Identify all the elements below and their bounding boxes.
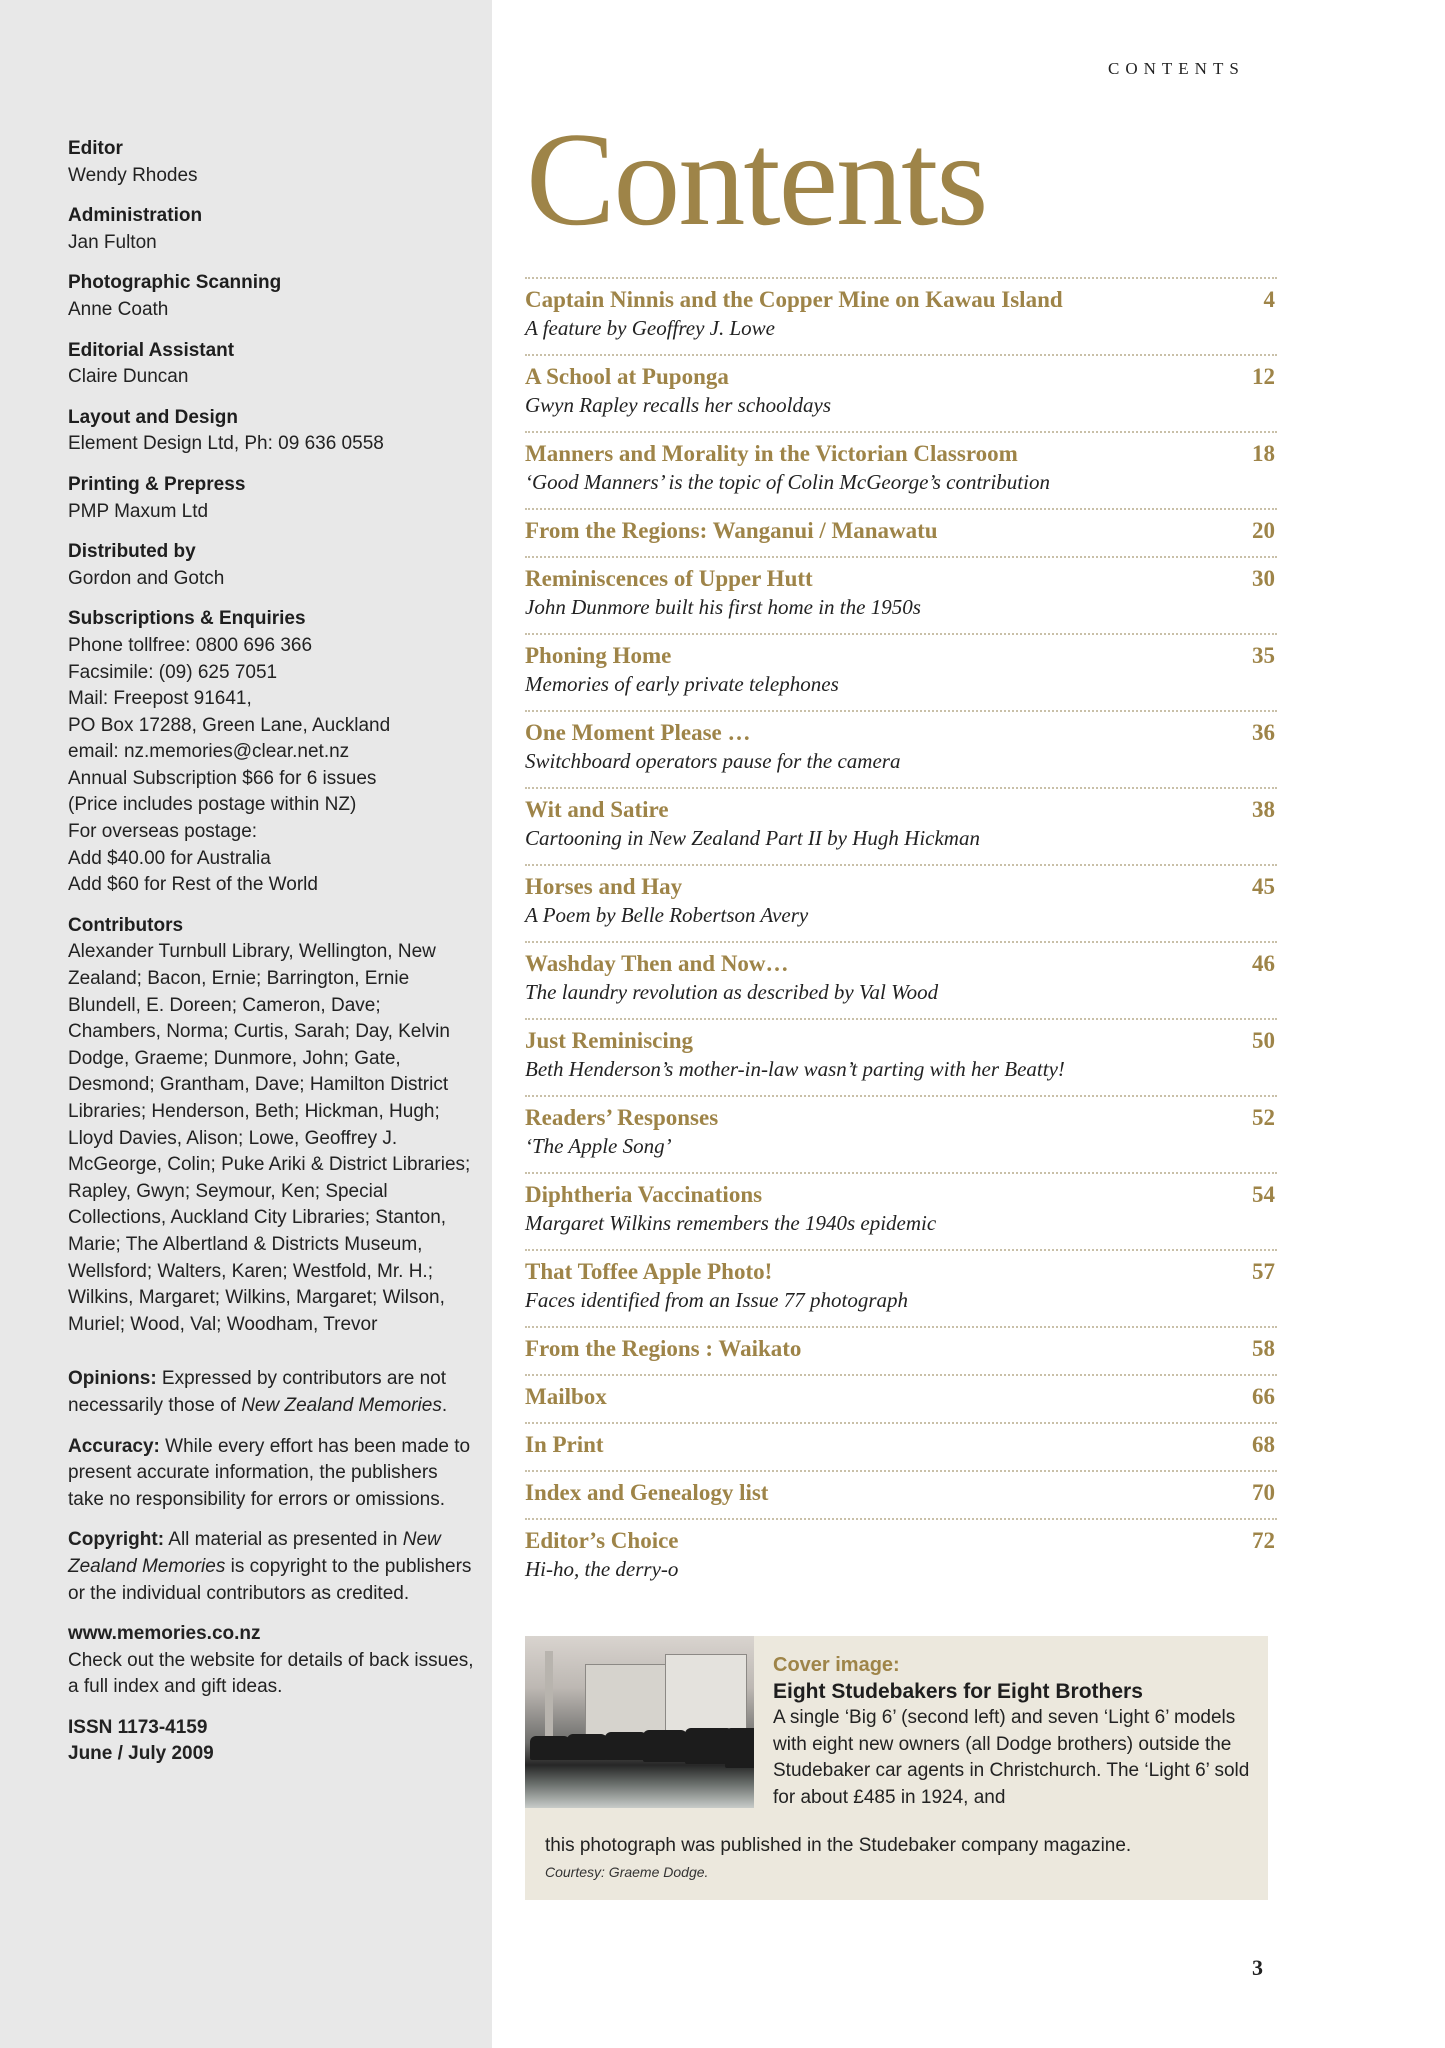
credit-heading: Printing & Prepress — [68, 473, 246, 495]
photo-building — [585, 1664, 667, 1736]
toc-entry-subtitle: ‘The Apple Song’ — [525, 1134, 672, 1158]
toc-entry-title: Reminiscences of Upper Hutt — [525, 566, 813, 591]
toc-entry-subtitle: Faces identified from an Issue 77 photograph — [525, 1288, 909, 1312]
credit-block — [68, 405, 478, 458]
toc-entry[interactable] — [525, 1470, 1277, 1518]
photo-car — [567, 1734, 607, 1760]
toc-entry-title: From the Regions: Wanganui / Manawatu — [525, 518, 938, 543]
issn: ISSN 1173-4159 — [68, 1716, 208, 1738]
toc-entry[interactable] — [525, 1249, 1277, 1326]
spacer — [68, 1352, 478, 1366]
toc-entry-title: One Moment Please … — [525, 720, 751, 745]
toc-entry-subtitle: Memories of early private telephones — [525, 672, 839, 696]
toc-entry-title: Readers’ Responses — [525, 1105, 719, 1130]
toc-entry[interactable] — [525, 1172, 1277, 1249]
toc-entry[interactable] — [525, 1422, 1277, 1470]
toc-entry-page: 36 — [1252, 720, 1275, 745]
credit-text: Alexander Turnbull Library, Wellington, New Zealand; Bacon, Ernie; Barrington, Ernie Blundell, E. Doreen; Cameron, Dave; Chambers, Norma; Curtis, Sarah; Day, Kelvin Dodge, Graeme; Dunmore, John; Gate, Desmond; Grantham, Dave; Hamilton District Libraries; Henderson, Beth; Hickman, Hugh; Lloyd Davies, Alison; Lowe, Geoffrey J. McGeorge, Colin; Puke Ariki & District Libraries; Rapley, Gwyn; Seymour, Ken; Special Collections, Auckland City Libraries; Stanton, Marie; The Albertland & Districts Museum, Wellsford; Walters, Karen; Westfold, Mr. H.; Wilkins, Margaret; Wilkins, Margaret; Wilson, Muriel; Wood, Val; Woodham, Trevor — [68, 941, 471, 1335]
opinions-text: Expressed by contributors are not necessarily those of — [68, 1368, 447, 1416]
toc-entry-page: 58 — [1252, 1336, 1275, 1361]
toc-entry[interactable] — [525, 710, 1277, 787]
credit-block — [68, 136, 478, 189]
credits-list — [68, 136, 478, 1338]
credit-text: Phone tollfree: 0800 696 366 Facsimile: (09) 625 7051 Mail: Freepost 91641, PO Box 17288, Green Lane, Auckland email: nz.memories@clear.net.nz Annual Subscription $66 for 6 issues (Price includes postage within NZ) For overseas postage: Add $40.00 for Australia Add $60 for Rest of the World — [68, 634, 391, 896]
toc-entry-subtitle: Switchboard operators pause for the camera — [525, 749, 901, 773]
toc-entry[interactable] — [525, 1374, 1277, 1422]
website-text: Check out the website for details of back issues, a full index and gift ideas. — [68, 1649, 474, 1698]
toc-entry-title: Editor’s Choice — [525, 1528, 679, 1553]
toc-entry-page: 54 — [1252, 1182, 1275, 1207]
toc-entry[interactable] — [525, 556, 1277, 633]
credit-block — [68, 338, 478, 391]
credit-heading: Layout and Design — [68, 406, 238, 428]
cover-photo — [525, 1636, 754, 1808]
cover-heading: Eight Studebakers for Eight Brothers — [773, 1679, 1143, 1703]
toc-entry[interactable] — [525, 1095, 1277, 1172]
toc-entry-title: Horses and Hay — [525, 874, 683, 899]
toc-entry-title: Washday Then and Now… — [525, 951, 789, 976]
credit-text: Wendy Rhodes — [68, 164, 198, 186]
toc-entry-page: 45 — [1252, 874, 1275, 899]
copyright-label: Copyright: — [68, 1529, 165, 1551]
toc-entry-page: 66 — [1252, 1384, 1275, 1409]
toc-entry-subtitle: ‘Good Manners’ is the topic of Colin McGeorge’s contribution — [525, 470, 1050, 494]
toc-entry-title: Captain Ninnis and the Copper Mine on Kawau Island — [525, 287, 1063, 312]
credit-block — [68, 539, 478, 592]
website-link[interactable]: www.memories.co.nz — [68, 1623, 261, 1645]
credit-heading: Subscriptions & Enquiries — [68, 608, 306, 630]
credit-block — [68, 270, 478, 323]
toc-entry[interactable] — [525, 508, 1277, 556]
credit-text: Anne Coath — [68, 298, 169, 320]
cover-caption-text: A single ‘Big 6’ (second left) and seven ‘Light 6’ models with eight new owners (all Dodge brothers) outside the Studebaker car agents in Christchurch. The ‘Light 6’ sold for about £485 in 1924, and — [773, 1707, 1250, 1808]
accuracy-text: While every effort has been made to present accurate information, the publishers take no responsibility for errors or omissions. — [68, 1435, 471, 1510]
copyright-text-end: is copyright to the publishers or the individual contributors as credited. — [68, 1555, 472, 1604]
credit-heading: Contributors — [68, 914, 184, 936]
credit-text: Jan Fulton — [68, 231, 157, 253]
toc-entry-page: 4 — [1263, 287, 1275, 312]
toc-entry[interactable] — [525, 1018, 1277, 1095]
toc-entry-title: Mailbox — [525, 1384, 607, 1409]
toc-entry[interactable] — [525, 864, 1277, 941]
accuracy-label: Accuracy: — [68, 1435, 160, 1457]
toc-entry-title: From the Regions : Waikato — [525, 1336, 802, 1361]
toc-entry-title: That Toffee Apple Photo! — [525, 1259, 773, 1284]
photo-car — [605, 1732, 647, 1760]
publication-name: New Zealand Memories — [68, 1529, 441, 1577]
photo-tower — [545, 1651, 553, 1741]
toc-entry-subtitle: Hi-ho, the derry-o — [525, 1557, 679, 1581]
website-block — [68, 1621, 478, 1701]
cover-label: Cover image: — [773, 1654, 900, 1676]
credit-heading: Distributed by — [68, 541, 196, 563]
opinions-label: Opinions: — [68, 1368, 157, 1390]
credit-block — [68, 203, 478, 256]
toc-entry-title: Phoning Home — [525, 643, 672, 668]
credit-text: Gordon and Gotch — [68, 567, 225, 589]
photo-car — [643, 1730, 687, 1762]
credit-text: Element Design Ltd, Ph: 09 636 0558 — [68, 433, 384, 455]
photo-car — [530, 1736, 570, 1760]
toc-entry-subtitle: John Dunmore built his first home in the 1950s — [525, 595, 921, 619]
toc-entry-title: In Print — [525, 1432, 604, 1457]
credit-text: Claire Duncan — [68, 366, 189, 388]
toc-entry-page: 68 — [1252, 1432, 1275, 1457]
accuracy-notice — [68, 1434, 478, 1514]
masthead-content — [68, 136, 478, 1782]
photo-building — [665, 1654, 747, 1736]
cover-caption — [773, 1652, 1263, 1811]
toc-entry-page: 46 — [1252, 951, 1275, 976]
toc-entry[interactable] — [525, 1326, 1277, 1374]
credit-heading: Editorial Assistant — [68, 339, 235, 361]
toc-entry[interactable] — [525, 941, 1277, 1018]
credit-block — [68, 472, 478, 525]
toc-entry-subtitle: A Poem by Belle Robertson Avery — [525, 903, 809, 927]
copyright-notice — [68, 1527, 478, 1607]
toc-entry-page: 50 — [1252, 1028, 1275, 1053]
opinions-notice — [68, 1366, 478, 1419]
cover-image-box — [525, 1636, 1268, 1900]
photo-car — [725, 1728, 754, 1768]
toc-entry-page: 52 — [1252, 1105, 1275, 1130]
toc-entry[interactable] — [525, 1518, 1277, 1595]
toc-entry-page: 38 — [1252, 797, 1275, 822]
page-title: Contents — [526, 105, 987, 253]
table-of-contents — [525, 277, 1277, 1595]
toc-entry-page: 20 — [1252, 518, 1275, 543]
toc-entry-subtitle: Margaret Wilkins remembers the 1940s epidemic — [525, 1211, 937, 1235]
toc-entry-page: 72 — [1252, 1528, 1275, 1553]
toc-entry-title: Diphtheria Vaccinations — [525, 1182, 763, 1207]
cover-caption-continued: this photograph was published in the Studebaker company magazine. — [545, 1835, 1132, 1856]
toc-entry-subtitle: Beth Henderson’s mother-in-law wasn’t parting with her Beatty! — [525, 1057, 1065, 1081]
toc-entry-title: Manners and Morality in the Victorian Classroom — [525, 441, 1018, 466]
toc-entry-title: Just Reminiscing — [525, 1028, 694, 1053]
page-number: 3 — [1252, 1955, 1263, 1980]
credit-heading: Editor — [68, 138, 123, 159]
toc-entry-title: Wit and Satire — [525, 797, 669, 822]
issue-info — [68, 1715, 478, 1768]
masthead-sidebar — [0, 0, 492, 2048]
toc-entry[interactable] — [525, 354, 1277, 431]
opinions-text-end: . — [441, 1394, 448, 1416]
toc-entry-title: Index and Genealogy list — [525, 1480, 769, 1505]
toc-entry-page: 57 — [1252, 1259, 1275, 1284]
publication-name: New Zealand Memories — [241, 1394, 442, 1416]
toc-entry-title: A School at Puponga — [525, 364, 729, 389]
toc-entry-subtitle: A feature by Geoffrey J. Lowe — [525, 316, 775, 340]
toc-entry-page: 18 — [1252, 441, 1275, 466]
toc-entry-page: 35 — [1252, 643, 1275, 668]
credit-block — [68, 606, 478, 899]
cover-credit: Courtesy: Graeme Dodge. — [545, 1864, 709, 1880]
toc-entry-page: 12 — [1252, 364, 1275, 389]
issue-date: June / July 2009 — [68, 1743, 214, 1765]
toc-entry[interactable] — [525, 277, 1277, 354]
running-header: CONTENTS — [1108, 59, 1245, 78]
credit-heading: Administration — [68, 205, 203, 227]
toc-entry[interactable] — [525, 787, 1277, 864]
toc-entry-subtitle: Gwyn Rapley recalls her schooldays — [525, 393, 831, 417]
copyright-text: All material as presented in — [164, 1529, 403, 1551]
toc-entry-page: 30 — [1252, 566, 1275, 591]
credit-block — [68, 913, 478, 1339]
toc-entry-subtitle: The laundry revolution as described by Val Wood — [525, 980, 939, 1004]
toc-entry[interactable] — [525, 431, 1277, 508]
toc-entry[interactable] — [525, 633, 1277, 710]
credit-text: PMP Maxum Ltd — [68, 500, 209, 522]
credit-heading: Photographic Scanning — [68, 272, 282, 294]
toc-entry-page: 70 — [1252, 1480, 1275, 1505]
toc-entry-subtitle: Cartooning in New Zealand Part II by Hugh Hickman — [525, 826, 980, 850]
